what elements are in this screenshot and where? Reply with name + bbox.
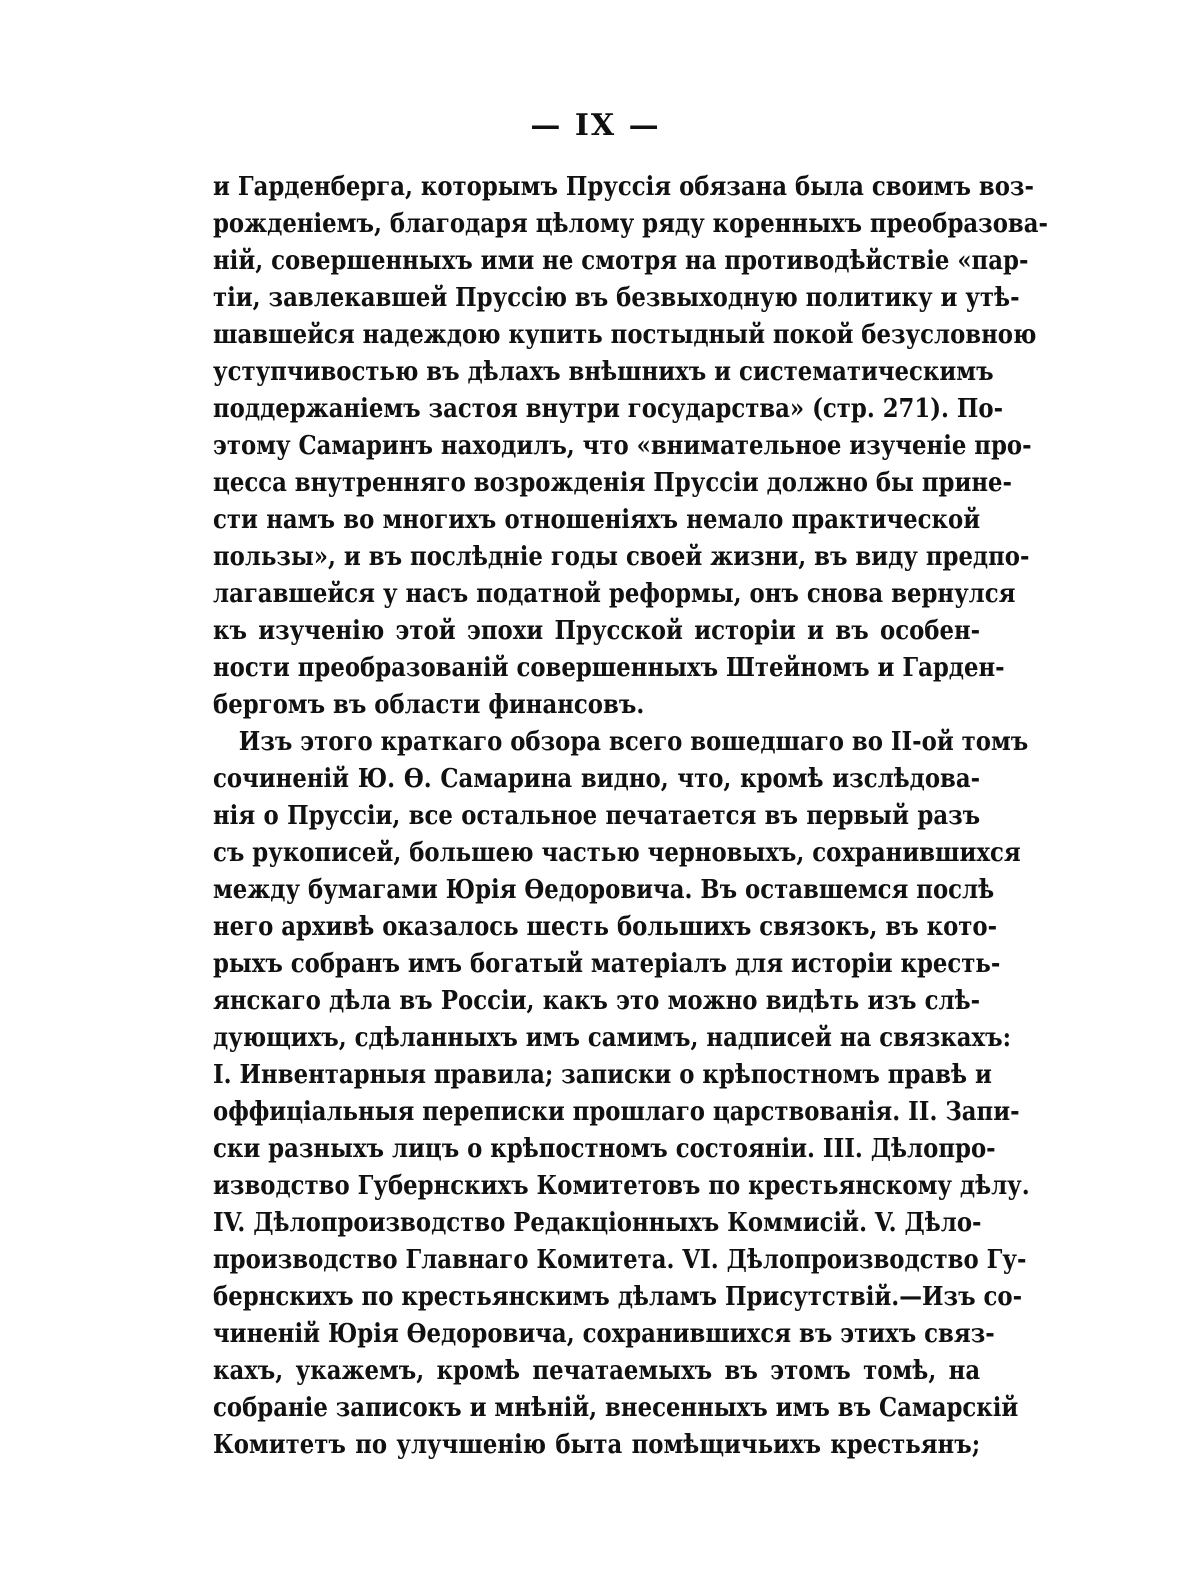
text-line: оффиціальныя переписки прошлаго царствованія. II. Запи-	[213, 1096, 1020, 1127]
text-line: сти намъ во многихъ отношеніяхъ немало практической	[213, 504, 981, 535]
text-line: шавшейся надеждою купить постыдный покой безусловною	[213, 319, 1037, 350]
text-line: ски разныхъ лицъ о крѣпостномъ состояніи. III. Дѣлопро-	[213, 1133, 996, 1164]
text-line: изводство Губернскихъ Комитетовъ по крестьянскому дѣлу.	[213, 1170, 1030, 1201]
text-line: уступчивостью въ дѣлахъ внѣшнихъ и систематическимъ	[213, 356, 994, 387]
text-line: кахъ, укажемъ, кромѣ печатаемыхъ въ этомъ томѣ, на	[213, 1355, 981, 1386]
text-line: этому Самаринъ находилъ, что «внимательное изученіе про-	[213, 430, 1032, 461]
text-line: него архивѣ оказалось шесть большихъ связокъ, въ кото-	[213, 911, 998, 942]
text-line: чиненій Юрія Ѳедоровича, сохранившихся въ этихъ связ-	[213, 1318, 995, 1349]
text-line: тіи, завлекавшей Пруссію въ безвыходную политику и утѣ-	[213, 282, 1020, 313]
text-line: производство Главнаго Комитета. VI. Дѣлопроизводство Гу-	[213, 1244, 1027, 1275]
text-line: янскаго дѣла въ Россіи, какъ это можно видѣть изъ слѣ-	[213, 985, 981, 1016]
text-line: Изъ этого краткаго обзора всего вошедшаго во II-ой томъ	[238, 726, 1029, 757]
text-line: нія о Пруссіи, все остальное печатается въ первый разъ	[213, 800, 981, 831]
text-line: рыхъ собранъ имъ богатый матеріалъ для исторіи кресть-	[213, 948, 1001, 979]
text-line: бернскихъ по крестьянскимъ дѣламъ Присутствій.—Изъ со-	[213, 1281, 1023, 1312]
text-line: пользы», и въ послѣдніе годы своей жизни, въ виду предпо-	[213, 541, 1030, 572]
text-line: дующихъ, сдѣланныхъ имъ самимъ, надписей на связкахъ:	[213, 1022, 1012, 1053]
text-line: цесса внутренняго возрожденія Пруссіи должно бы принe-	[213, 467, 1013, 498]
text-line: ній, совершенныхъ ими не смотря на противодѣйствіе «пар-	[213, 245, 1029, 276]
text-line: и Гарденберга, которымъ Пруссія обязана была своимъ воз-	[213, 171, 1034, 202]
body-text	[213, 168, 1048, 1463]
text-line: I. Инвентарныя правила; записки о крѣпостномъ правѣ и	[213, 1059, 992, 1090]
text-line: между бумагами Юрія Ѳедоровича. Въ оставшемся послѣ	[213, 874, 995, 905]
text-line: ности преобразованій совершенныхъ Штейномъ и Гарден-	[213, 652, 1005, 683]
text-line: къ изученію этой эпохи Прусской исторіи и въ особен-	[213, 615, 981, 646]
text-line: сочиненій Ю. Ѳ. Самарина видно, что, кромѣ изслѣдова-	[213, 763, 981, 794]
text-line: IV. Дѣлопроизводство Редакціонныхъ Коммисій. V. Дѣло-	[213, 1207, 982, 1238]
text-line: бергомъ въ области финансовъ.	[213, 689, 645, 720]
text-line: Комитетъ по улучшенію быта помѣщичьихъ крестьянъ;	[213, 1429, 981, 1460]
text-line: собраніе записокъ и мнѣній, внесенныхъ имъ въ Самарскій	[213, 1392, 1019, 1423]
text-line: съ рукописей, большею частью черновыхъ, сохранившихся	[213, 837, 1021, 868]
text-line: поддержаніемъ застоя внутри государства» (стр. 271). По-	[213, 393, 1004, 424]
page-number: — IX —	[530, 108, 661, 143]
text-line: лагавшейся у насъ податной реформы, онъ снова вернулся	[213, 578, 1016, 609]
text-line: рожденіемъ, благодаря цѣлому ряду коренныхъ преобразова-	[213, 208, 1048, 239]
